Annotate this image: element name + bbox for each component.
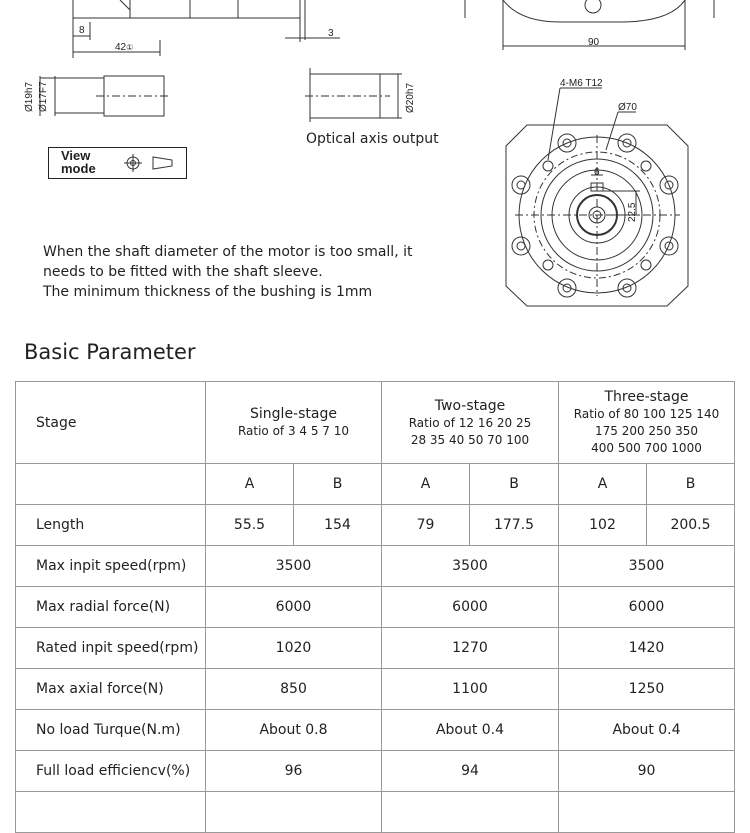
dim-20: Ø20h7 (405, 82, 416, 113)
table-row-partial (16, 792, 735, 833)
length-row (16, 505, 735, 546)
empty-cell (206, 792, 382, 833)
table-cell: 1020 (206, 628, 382, 669)
table-cell: 90 (559, 751, 735, 792)
table-row (16, 628, 735, 669)
row-label: Max axial force(N) (16, 669, 206, 710)
sub-header: B (647, 464, 735, 505)
note-line-3: The minimum thickness of the bushing is 1mm (43, 284, 373, 300)
stage-name: Single-stage (250, 406, 337, 422)
stage-three (559, 382, 735, 464)
thread-spec: 4-M6 T12 (560, 78, 603, 89)
dim-22-5: 22.5 (627, 202, 638, 222)
table-cell: 6000 (206, 587, 382, 628)
stage-name: Two-stage (434, 397, 506, 414)
table-cell: 1100 (382, 669, 559, 710)
sub-header-row (16, 464, 735, 505)
dim-17: Ø17F7 (38, 81, 49, 112)
table-cell: 154 (294, 505, 382, 546)
stage-ratio: 175 200 250 350 (594, 424, 699, 438)
table-cell: 850 (206, 669, 382, 710)
table-cell: 6000 (382, 587, 559, 628)
optical-axis-caption: Optical axis output (306, 131, 439, 147)
sub-header: B (294, 464, 382, 505)
table-cell: 3500 (559, 546, 735, 587)
row-label: Rated inpit speed(rpm) (16, 628, 206, 669)
table-cell: 200.5 (647, 505, 735, 546)
view-mode-label (61, 149, 96, 175)
empty-cell (16, 464, 206, 505)
stage-ratio: 28 35 40 50 70 100 (410, 432, 530, 447)
table-cell: 3500 (382, 546, 559, 587)
stage-ratio: 400 500 700 1000 (591, 441, 702, 455)
stage-ratio: Ratio of 80 100 125 140 (573, 407, 720, 421)
table-cell: 102 (559, 505, 647, 546)
stage-single (206, 382, 382, 464)
table-row (16, 546, 735, 587)
sleeve-note (43, 242, 412, 302)
dim-42-note: ① (126, 43, 134, 52)
table-cell: 55.5 (206, 505, 294, 546)
dim-42-value: 42 (115, 42, 127, 53)
stage-ratio: Ratio of 12 16 20 25 (408, 415, 532, 430)
stage-two (382, 382, 559, 464)
stage-ratio: Ratio of 3 4 5 7 10 (237, 424, 350, 438)
empty-cell (382, 792, 559, 833)
dim-3: 3 (328, 28, 334, 39)
view-mode-line-2: mode (61, 161, 96, 176)
table-cell: About 0.4 (382, 710, 559, 751)
table-cell: 96 (206, 751, 382, 792)
table-cell: 94 (382, 751, 559, 792)
sub-header: A (206, 464, 294, 505)
dim-19: Ø19h7 (24, 81, 35, 112)
row-label: Length (16, 505, 206, 546)
note-line-1: When the shaft diameter of the motor is too small, it (43, 244, 413, 260)
table-row (16, 669, 735, 710)
table-row (16, 751, 735, 792)
dim-6: 6 (594, 167, 600, 178)
parameter-table (15, 381, 735, 833)
stage-label: Stage (16, 382, 206, 464)
table-cell: 1420 (559, 628, 735, 669)
sub-header: A (559, 464, 647, 505)
table-cell: About 0.8 (206, 710, 382, 751)
empty-cell (559, 792, 735, 833)
table-cell: 79 (382, 505, 470, 546)
view-mode-box (48, 147, 187, 179)
empty-cell (16, 792, 206, 833)
table-row (16, 587, 735, 628)
dia-70: Ø70 (618, 102, 637, 113)
table-row (16, 710, 735, 751)
dim-42 (115, 38, 133, 58)
stage-name: Three-stage (604, 389, 689, 405)
sub-header: B (470, 464, 559, 505)
note-line-2: needs to be fitted with the shaft sleeve. (43, 264, 323, 280)
row-label: Max inpit speed(rpm) (16, 546, 206, 587)
dim-90: 90 (588, 37, 600, 48)
view-mode-line-1: View (61, 148, 91, 163)
row-label: Max radial force(N) (16, 587, 206, 628)
dim-8: 8 (79, 25, 85, 36)
table-cell: 6000 (559, 587, 735, 628)
section-title: Basic Parameter (24, 340, 196, 364)
stage-row (16, 382, 735, 464)
table-cell: About 0.4 (559, 710, 735, 751)
table-cell: 3500 (206, 546, 382, 587)
table-cell: 1270 (382, 628, 559, 669)
sub-header: A (382, 464, 470, 505)
table-cell: 177.5 (470, 505, 559, 546)
row-label: Full load efficiencv(%) (16, 751, 206, 792)
row-label: No load Turque(N.m) (16, 710, 206, 751)
table-cell: 1250 (559, 669, 735, 710)
